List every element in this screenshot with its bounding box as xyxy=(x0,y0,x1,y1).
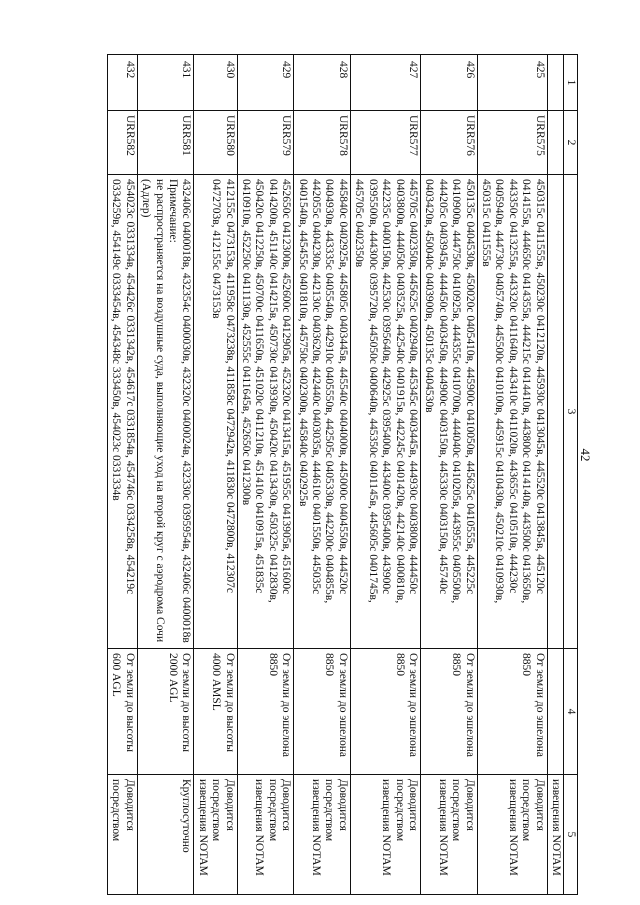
restricted-areas-table xyxy=(107,54,578,895)
column-header-1: 1 xyxy=(564,55,578,111)
table-row xyxy=(194,55,237,895)
activation-procedure: Доводится посредством извещения NOTAM xyxy=(294,775,351,895)
area-coordinates: 450135c 0404530в, 450020c 0405410в, 445900c 0410050в, 445625c 0410555в, 445225c 0410900в, 444750c 0410925в, 444355c 0410700в, 444040c 0410205в, 443955c 0405500в, 444205c 0403945в, 444450c 0403450в, 444900c 0403150в, 445330c 0403150в, 445740c 0403420в, 450040c 0403900в, 450135c 0404530в xyxy=(420,175,477,649)
header-row xyxy=(564,55,578,895)
vertical-limits: От земли до эшелона 8850 xyxy=(420,649,477,775)
row-number: 431 xyxy=(137,55,194,111)
area-coordinates: 454023c 0331334в, 454426c 0331342в, 454617c 0331854в, 454746c 0334258в, 454219c 0334259в, 454149c 0333454в, 454348c 333450в, 454023c 0331334в xyxy=(108,175,138,649)
vertical-limits: От земли до высоты 4000 AMSL xyxy=(194,649,237,775)
rotated-table-wrapper xyxy=(28,54,578,894)
row-number: 429 xyxy=(237,55,294,111)
vertical-limits: От земли до высоты 2000 AGL xyxy=(137,649,194,775)
row-number: 428 xyxy=(294,55,351,111)
area-code: URR577 xyxy=(350,111,420,175)
area-code: URR580 xyxy=(194,111,237,175)
area-coordinates-cell xyxy=(137,175,194,649)
area-code: URR579 xyxy=(237,111,294,175)
vertical-limits: От земли до эшелона 8850 xyxy=(294,649,351,775)
row-number: 426 xyxy=(420,55,477,111)
table-row xyxy=(350,55,420,895)
activation-procedure: Доводится посредством извещения NOTAM xyxy=(477,775,547,895)
table-row xyxy=(108,55,138,895)
area-code: URR582 xyxy=(108,111,138,175)
column-header-2: 2 xyxy=(564,111,578,175)
column-header-4: 4 xyxy=(564,649,578,775)
vertical-limits: От земли до высоты 600 AGL xyxy=(108,649,138,775)
vertical-limits: От земли до эшелона 8850 xyxy=(350,649,420,775)
area-code: URR576 xyxy=(420,111,477,175)
activation-procedure: Доводится посредством извещения NOTAM xyxy=(194,775,237,895)
table-row xyxy=(137,55,194,895)
area-coordinates: 452650c 0412300в, 452600c 0412905в, 452320c 0413415в, 451955c 0413905в, 451600c 0414200в, 451140c 0414215в, 450730c 0413930в, 450420c 0413430в, 450325c 0412830в, 450420c 0412250в, 450700c 0411650в, 451020c 0411210в, 451410c 0410915в, 451835c 0410910в, 452250c 0411130в, 452555c 0411645в, 452650c 0412300в xyxy=(237,175,294,649)
area-coordinates: 450315c 0411555в, 450230c 0412120в, 445930c 0413045в, 445520c 0413845в, 445120c 0414155в, 444650c 0414355в, 444215c 0414410в, 443800c 0414140в, 443500c 0413650в, 443350c 0413255в, 443320c 0411640в, 443410c 0411020в, 443655c 0410510в, 444230c 0405940в, 444730c 0405740в, 445500c 0410100в, 445915c 0410430в, 450210c 0410930в, 450315c 0411555в xyxy=(477,175,547,649)
vertical-limits: От земли до эшелона 8850 xyxy=(237,649,294,775)
activation-procedure: Круглосуточно xyxy=(137,775,194,895)
area-code: URR581 xyxy=(137,111,194,175)
activation-procedure: Доводится посредством извещения NOTAM xyxy=(237,775,294,895)
table-row xyxy=(237,55,294,895)
column-header-3: 3 xyxy=(564,175,578,649)
area-coordinates: 445705c 0402350в, 445625c 0402940в, 445345c 0403445в, 444930c 0403800в, 444450c 0403800в, 444050c 0403525в, 442540c 0401915в, 442245c 0401420в, 442140c 0400810в, 442235c 0400150в, 442530c 0395640в, 442925c 0395400в, 443400c 0395400в, 443900c 0395500в, 444300c 0395720в, 445050c 0400640в, 445350c 0401145в, 445605c 0401745в, 445705c 0402350в xyxy=(350,175,420,649)
column-header-5: 5 xyxy=(564,775,578,895)
vertical-limits: От земли до эшелона 8850 xyxy=(477,649,547,775)
table-row xyxy=(420,55,477,895)
area-coordinates: 445840c 0402925в, 445805c 0403445в, 445540c 0404000в, 445000c 0404550в, 444520c 0404930в, 443335c 0405540в, 442910c 0405550в, 442505c 0405330в, 442200c 0404855в, 442055c 0404230в, 442130c 0403620в, 442440c 0403035в, 444610c 0401550в, 445035c 0401540в, 445455c 0401810в, 445750c 0402300в, 445840c 0402925в xyxy=(294,175,351,649)
area-code: URR575 xyxy=(477,111,547,175)
continuation-row xyxy=(547,55,563,895)
table-row xyxy=(294,55,351,895)
row-number: 427 xyxy=(350,55,420,111)
continuation-text: извещения NOTAM xyxy=(547,775,563,895)
note-text: не распространяется на воздушные суда, выполняющие уход на второй круг с аэродрома Сочи (Адлер) xyxy=(140,179,166,643)
table-row xyxy=(477,55,547,895)
row-number: 430 xyxy=(194,55,237,111)
activation-procedure: Доводится посредством извещения NOTAM xyxy=(420,775,477,895)
note-label: Примечание: xyxy=(167,179,180,243)
page-number: 42 xyxy=(578,448,593,462)
area-coordinates: 432406c 0400018в, 432354c 0400030в, 432320c 0400024в, 432330c 0395954в, 432406c 0400018в xyxy=(180,179,193,643)
activation-procedure: Доводится посредством xyxy=(108,775,138,895)
row-number: 432 xyxy=(108,55,138,111)
area-code: URR578 xyxy=(294,111,351,175)
activation-procedure: Доводится посредством извещения NOTAM xyxy=(350,775,420,895)
area-coordinates: 412155c 0473153в, 411958c 0473238в, 411858c 0472942в, 411830c 0472800в, 412307c 0472703в, 412155c 0473153в xyxy=(194,175,237,649)
row-number: 425 xyxy=(477,55,547,111)
